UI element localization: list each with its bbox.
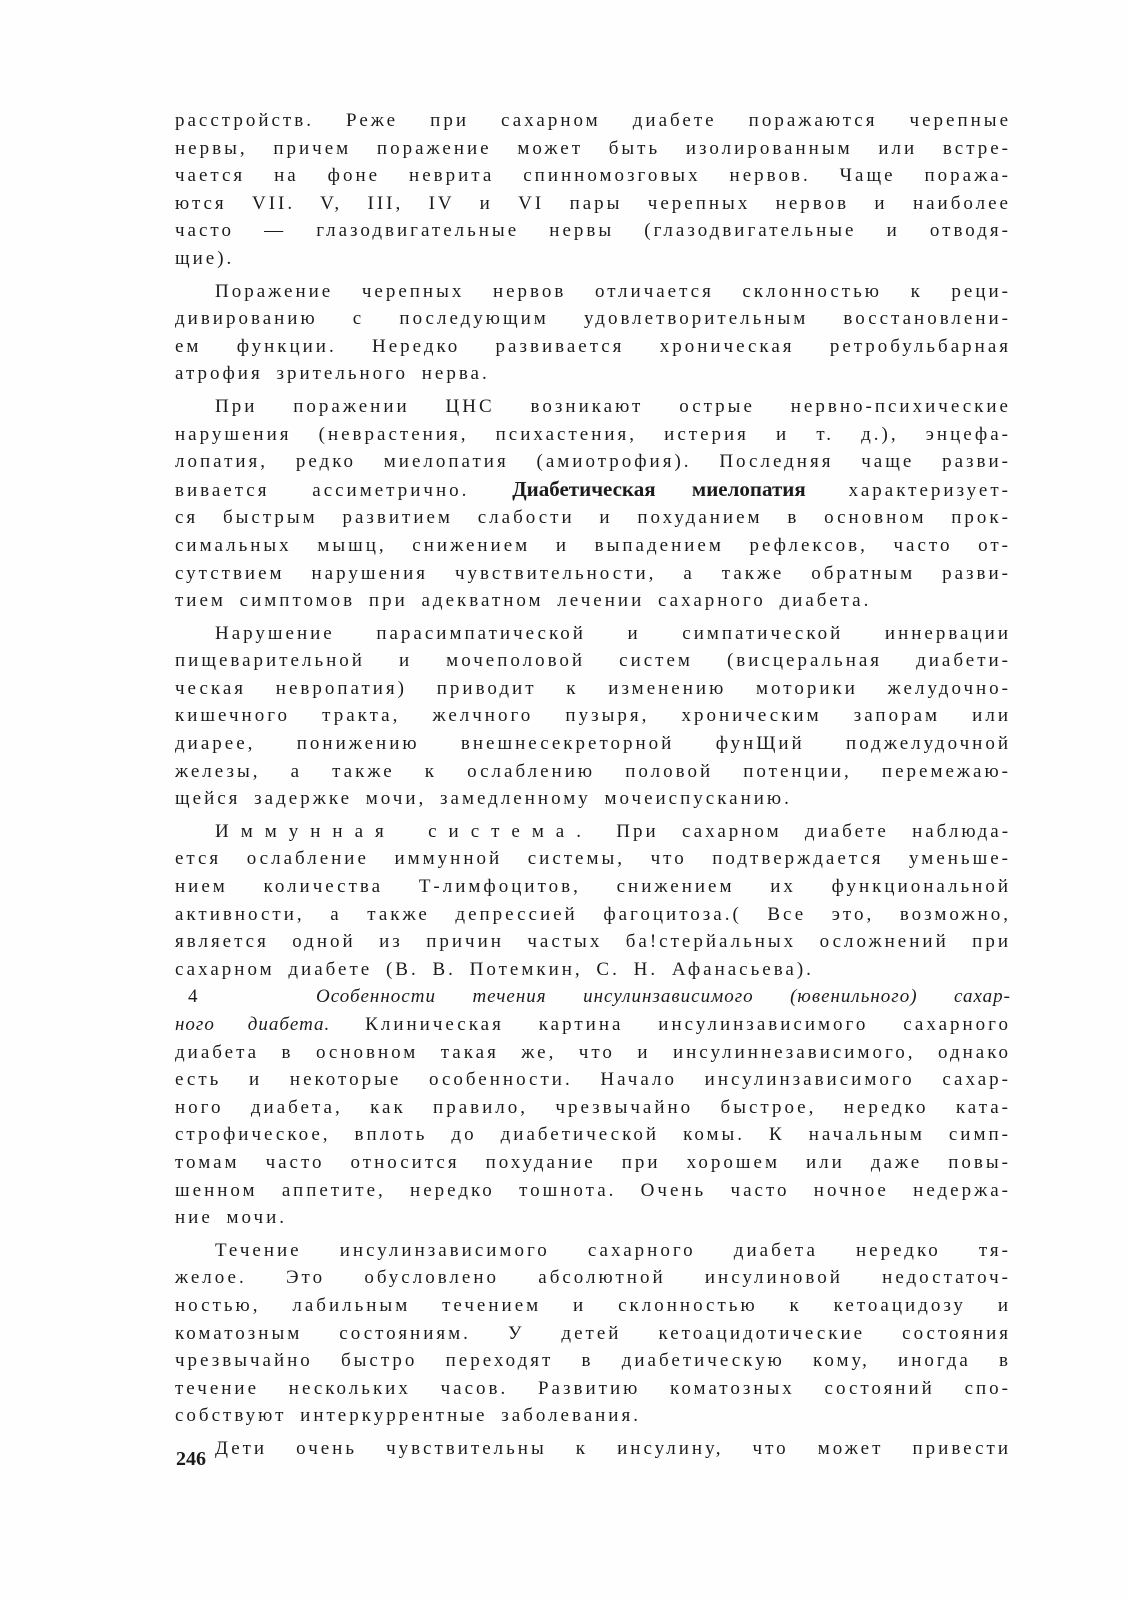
body-text	[175, 107, 1011, 1463]
section-number: 4	[188, 986, 201, 1008]
paragraph-juvenile-diabetes: 4 Особенности течения инсулинзависимого (ювенильного) сахар- ного диабета. Клиническая картина инсулинзависимого сахарного диабета в основном такая же, что и инсулиннезависимого, однако есть и некоторые особенности. Начало инсулинзависимого сахар- ного диабета, как правило, чрезвычайно быстрое, нередко ката- строфическое, вплоть до диабетической комы. К начальным симп- томам часто относится похудание при хорошем или даже повы- шенном аппетите, нередко тошнота. Очень часто ночное недержа- ние мочи.	[175, 986, 1011, 1229]
term-immune-system: Иммунная система.	[215, 820, 593, 842]
paragraph-autonomic: Нарушение парасимпатической и симпатической иннервации пищеварительной и мочеполовой систем (висцеральная диабети- ческая невропатия) приводит к изменению моторики желудочно- кишечного тракта, желчного пузыря, хроническим запорам или диарее, понижению внешнесекреторной фунЩий поджелудочной железы, а также к ослаблению половой потенции, перемежаю- щейся задержке мочи, замедленному мочеиспусканию.	[175, 622, 1011, 810]
paragraph-insulin-sensitivity: Дети очень чувствительны к инсулину, что может привести	[215, 1437, 1011, 1459]
paragraph-cns: При поражении ЦНС возникают острые нервно-психические нарушения (неврастения, психастения, истерия и т. д.), энцефа- лопатия, редко миелопатия (амиотрофия). Последняя чаще разви- вивается ассиметрично. Диабетическая миелопатия характеризует- ся быстрым развитием слабости и похуданием в основном прок- симальных мышц, снижением и выпадением рефлексов, часто от- сутствием нарушения чувствительности, а также обратным разви- тием симптомов при адекватном лечении сахарного диабета.	[175, 395, 1011, 612]
term-diabetic-myelopathy: Диабетическая миелопатия	[512, 476, 806, 501]
page-number: 246	[176, 1448, 206, 1470]
paragraph-immune: Иммунная система. При сахарном диабете наблюда- ется ослабление иммунной системы, что подтверждается уменьше- нием количества Т-лимфоцитов, снижением их функциональной активности, а также депрессией фагоцитоза.( Все это, возможно, является одной из причин частых ба!стерйальных осложнений при сахарном диабете (В. В. Потемкин, С. Н. Афанасьева).	[175, 820, 1012, 980]
paragraph-cranial-nerves: расстройств. Реже при сахарном диабете поражаются черепные нервы, причем поражение может быть изолированным или встре- чается на фоне неврита спинномозговых нервов. Чаще поража- ются VII. V, III, IV и VI пары черепных нервов и наиболее часто — глазодвигательные нервы (глазодвигательные и отводя- щие).	[175, 110, 1011, 269]
paragraph-relapse: Поражение черепных нервов отличается склонностью к реци- дивированию с последующим удовлетворительным восстановлени- ем функции. Нередко развивается хроническая ретробульбарная атрофия зрительного нерва.	[175, 280, 1011, 385]
section-heading: Особенности течения инсулинзависимого (ювенильного) сахар-	[316, 986, 1011, 1008]
paragraph-course: Течение инсулинзависимого сахарного диабета нередко тя- желое. Это обусловлено абсолютной инсулиновой недостаточ- ностью, лабильным течением и склонностью к кетоацидозу и коматозным состояниям. У детей кетоацидотические состояния чрезвычайно быстро переходят в диабетическую кому, иногда в течение нескольких часов. Развитию коматозных состояний спо- собствуют интеркуррентные заболевания.	[175, 1239, 1011, 1427]
